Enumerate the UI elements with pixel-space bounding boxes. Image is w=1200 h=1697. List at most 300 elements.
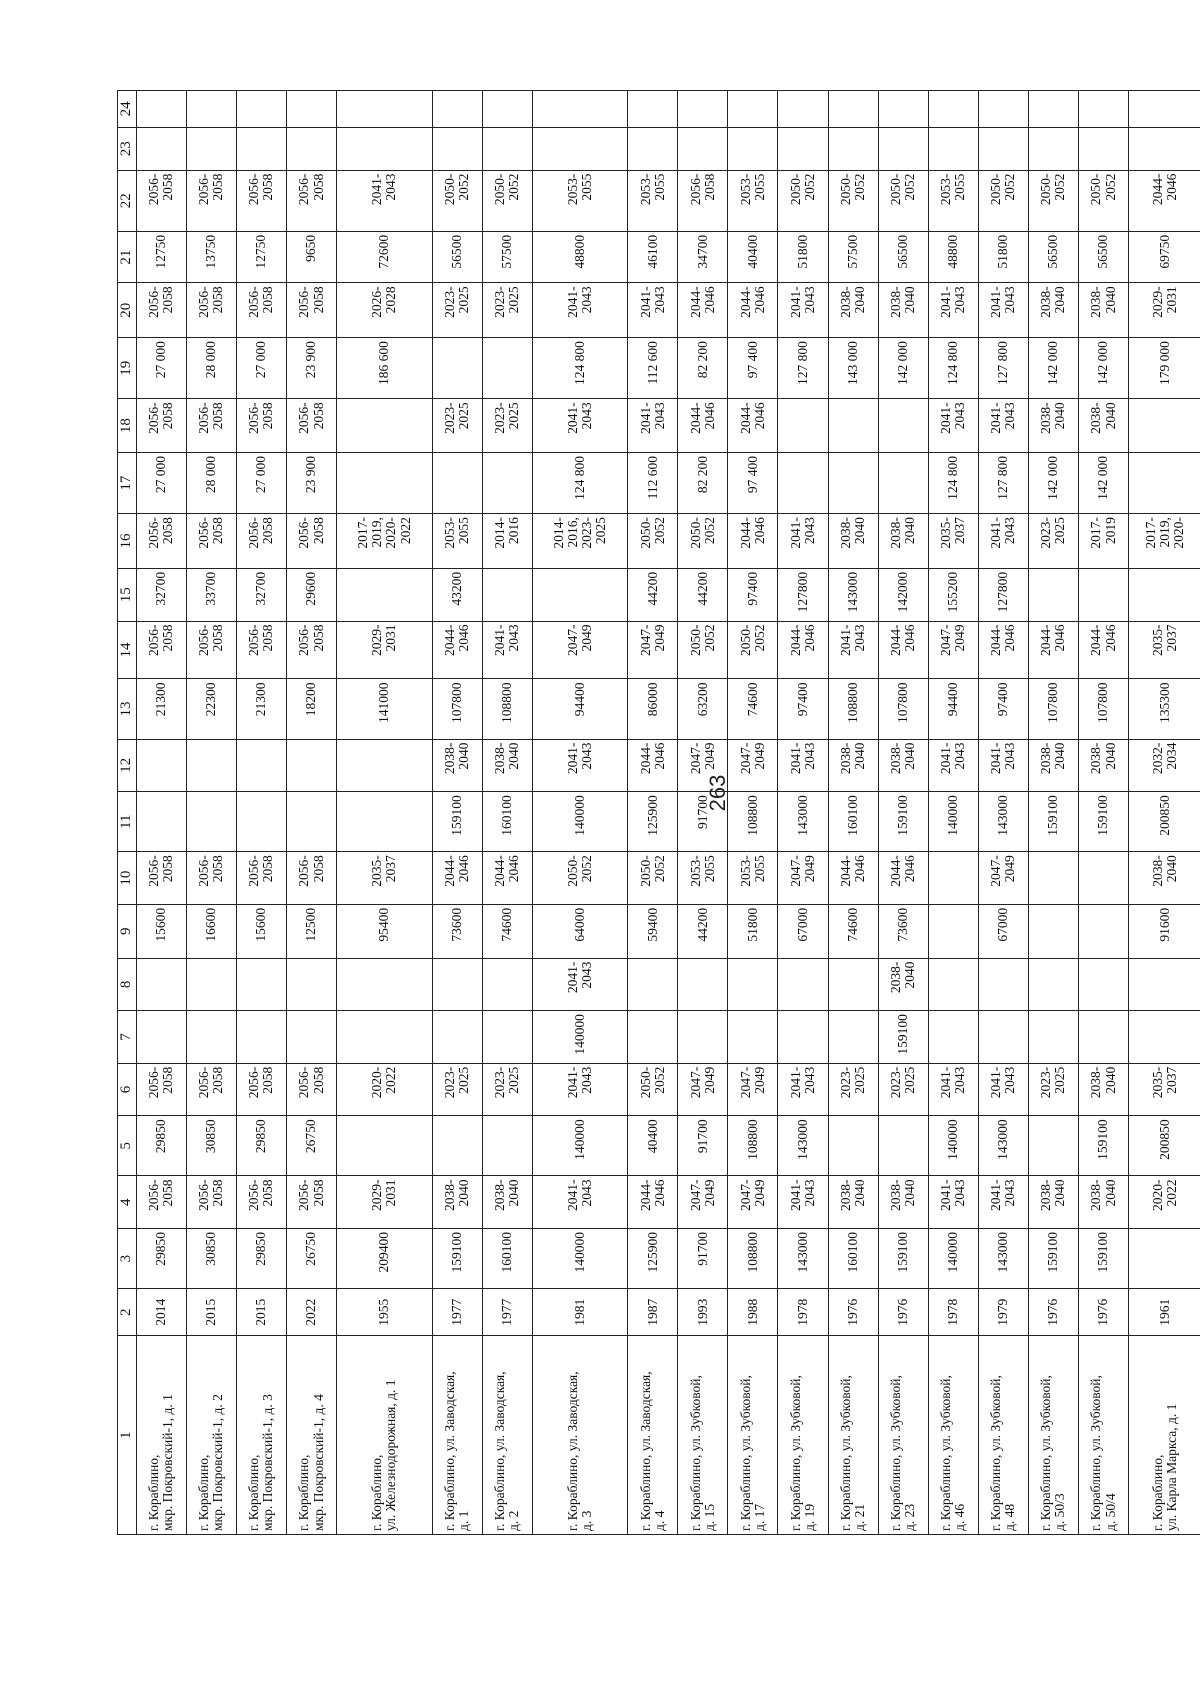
value-cell-col-19: 143 000 [828, 338, 878, 399]
value-cell-col-10: 2053- 2055 [678, 852, 728, 905]
value-cell-col-14: 2044- 2046 [778, 621, 828, 679]
value-cell-col-16: 2041- 2043 [778, 514, 828, 569]
year-built-cell: 1976 [1028, 1289, 1078, 1336]
value-cell-col-8: 2041- 2043 [532, 958, 627, 1011]
value-cell-col-10: 2056- 2058 [186, 852, 236, 905]
value-cell-col-15: 142000 [878, 568, 928, 621]
value-cell-col-21: 40400 [728, 231, 778, 283]
value-cell-col-9: 95400 [337, 904, 432, 958]
value-cell-col-19: 142 000 [1078, 338, 1128, 399]
value-cell-col-15 [1028, 568, 1078, 621]
value-cell-col-14: 2029- 2031 [337, 621, 432, 679]
value-cell-col-17: 27 000 [236, 452, 286, 513]
value-cell-col-6: 2041- 2043 [532, 1063, 627, 1116]
value-cell-col-9: 73600 [432, 904, 482, 958]
value-cell-col-12: 2041- 2043 [978, 739, 1028, 792]
year-built-cell: 2022 [287, 1289, 337, 1336]
column-number-16: 16 [118, 514, 137, 569]
value-cell-col-17: 124 800 [928, 452, 978, 513]
column-number-24: 24 [118, 91, 137, 128]
value-cell-col-10: 2044- 2046 [828, 852, 878, 905]
value-cell-col-18: 2041- 2043 [928, 399, 978, 453]
value-cell-col-13: 63200 [678, 679, 728, 739]
value-cell-col-5: 159100 [1078, 1116, 1128, 1176]
value-cell-col-22: 2050- 2052 [1078, 170, 1128, 231]
value-cell-col-12: 2047- 2049 [728, 739, 778, 792]
column-number-22: 22 [118, 170, 137, 231]
value-cell-col-14: 2050- 2052 [678, 621, 728, 679]
value-cell-col-23 [878, 127, 928, 170]
value-cell-col-17: 82 200 [678, 452, 728, 513]
value-cell-col-5 [1028, 1116, 1078, 1176]
value-cell-col-23 [628, 127, 678, 170]
value-cell-col-23 [1078, 127, 1128, 170]
value-cell-col-4: 2041- 2043 [532, 1176, 627, 1229]
value-cell-col-4: 2020- 2022 [1129, 1176, 1200, 1229]
value-cell-col-13: 86000 [628, 679, 678, 739]
value-cell-col-12: 2041- 2043 [928, 739, 978, 792]
value-cell-col-13: 21300 [136, 679, 186, 739]
value-cell-col-23 [828, 127, 878, 170]
value-cell-col-9 [1028, 904, 1078, 958]
value-cell-col-17: 112 600 [628, 452, 678, 513]
value-cell-col-15: 97400 [728, 568, 778, 621]
value-cell-col-7 [678, 1011, 728, 1064]
value-cell-col-17: 23 900 [287, 452, 337, 513]
value-cell-col-22: 2056- 2058 [186, 170, 236, 231]
value-cell-col-13: 74600 [728, 679, 778, 739]
table-row [1028, 91, 1078, 1535]
value-cell-col-16: 2041- 2043 [978, 514, 1028, 569]
table-row [878, 91, 928, 1535]
value-cell-col-22: 2053- 2055 [532, 170, 627, 231]
value-cell-col-16: 2017- 2019, 2020- [1129, 514, 1200, 569]
value-cell-col-7 [482, 1011, 532, 1064]
value-cell-col-18: 2044- 2046 [728, 399, 778, 453]
value-cell-col-6: 2041- 2043 [928, 1063, 978, 1116]
value-cell-col-12: 2038- 2040 [432, 739, 482, 792]
value-cell-col-20: 2056- 2058 [287, 283, 337, 338]
value-cell-col-11: 108800 [728, 792, 778, 852]
value-cell-col-11: 159100 [878, 792, 928, 852]
table-row [287, 91, 337, 1535]
value-cell-col-5 [878, 1116, 928, 1176]
value-cell-col-15: 29600 [287, 568, 337, 621]
value-cell-col-4: 2038- 2040 [432, 1176, 482, 1229]
value-cell-col-13: 22300 [186, 679, 236, 739]
address-cell: г. Кораблино, мкр. Покровский-1, д. 2 [186, 1336, 236, 1535]
value-cell-col-3: 91700 [678, 1229, 728, 1289]
value-cell-col-12 [236, 739, 286, 792]
column-number-6: 6 [118, 1063, 137, 1116]
value-cell-col-13: 107800 [432, 679, 482, 739]
value-cell-col-9: 67000 [978, 904, 1028, 958]
value-cell-col-4: 2041- 2043 [928, 1176, 978, 1229]
value-cell-col-16: 2014- 2016, 2023- 2025 [532, 514, 627, 569]
address-cell: г. Кораблино, ул. Зубковой, д. 50/3 [1028, 1336, 1078, 1535]
value-cell-col-20: 2041- 2043 [928, 283, 978, 338]
value-cell-col-11: 140000 [928, 792, 978, 852]
value-cell-col-11: 91700 [678, 792, 728, 852]
value-cell-col-24 [678, 91, 728, 128]
value-cell-col-24 [1129, 91, 1200, 128]
value-cell-col-13: 107800 [1078, 679, 1128, 739]
table-row [978, 91, 1028, 1535]
value-cell-col-18 [878, 399, 928, 453]
year-built-cell: 1976 [1078, 1289, 1128, 1336]
value-cell-col-22: 2053- 2055 [628, 170, 678, 231]
value-cell-col-11: 160100 [482, 792, 532, 852]
value-cell-col-16: 2023- 2025 [1028, 514, 1078, 569]
value-cell-col-8 [236, 958, 286, 1011]
value-cell-col-7 [236, 1011, 286, 1064]
value-cell-col-11: 159100 [1028, 792, 1078, 852]
value-cell-col-23 [978, 127, 1028, 170]
value-cell-col-15: 32700 [236, 568, 286, 621]
value-cell-col-24 [236, 91, 286, 128]
value-cell-col-19: 27 000 [236, 338, 286, 399]
value-cell-col-9: 51800 [728, 904, 778, 958]
value-cell-col-10: 2047- 2049 [778, 852, 828, 905]
value-cell-col-3: 125900 [628, 1229, 678, 1289]
value-cell-col-7 [136, 1011, 186, 1064]
value-cell-col-9: 91600 [1129, 904, 1200, 958]
year-built-cell: 1978 [778, 1289, 828, 1336]
value-cell-col-23 [482, 127, 532, 170]
value-cell-col-23 [1129, 127, 1200, 170]
value-cell-col-6: 2023- 2025 [1028, 1063, 1078, 1116]
value-cell-col-5: 26750 [287, 1116, 337, 1176]
column-number-5: 5 [118, 1116, 137, 1176]
value-cell-col-14: 2041- 2043 [482, 621, 532, 679]
value-cell-col-11 [337, 792, 432, 852]
value-cell-col-4: 2056- 2058 [236, 1176, 286, 1229]
year-built-cell: 1981 [532, 1289, 627, 1336]
value-cell-col-3: 30850 [186, 1229, 236, 1289]
year-built-cell: 1993 [678, 1289, 728, 1336]
value-cell-col-4: 2029- 2031 [337, 1176, 432, 1229]
column-number-8: 8 [118, 958, 137, 1011]
value-cell-col-13: 18200 [287, 679, 337, 739]
value-cell-col-23 [532, 127, 627, 170]
year-built-cell: 2015 [236, 1289, 286, 1336]
value-cell-col-22: 2044- 2046 [1129, 170, 1200, 231]
value-cell-col-24 [878, 91, 928, 128]
value-cell-col-22: 2050- 2052 [1028, 170, 1078, 231]
value-cell-col-18: 2038- 2040 [1078, 399, 1128, 453]
address-cell: г. Кораблино, ул. Зубковой, д. 23 [878, 1336, 928, 1535]
value-cell-col-24 [978, 91, 1028, 128]
value-cell-col-13: 94400 [532, 679, 627, 739]
table-row [728, 91, 778, 1535]
value-cell-col-21: 56500 [878, 231, 928, 283]
value-cell-col-18: 2056- 2058 [186, 399, 236, 453]
value-cell-col-20: 2044- 2046 [728, 283, 778, 338]
value-cell-col-24 [136, 91, 186, 128]
value-cell-col-17 [778, 452, 828, 513]
value-cell-col-7 [928, 1011, 978, 1064]
value-cell-col-13: 108800 [482, 679, 532, 739]
column-number-12: 12 [118, 739, 137, 792]
value-cell-col-19: 142 000 [1028, 338, 1078, 399]
column-number-3: 3 [118, 1229, 137, 1289]
value-cell-col-5: 140000 [928, 1116, 978, 1176]
table-row [1078, 91, 1128, 1535]
value-cell-col-10: 2056- 2058 [236, 852, 286, 905]
address-cell: г. Кораблино, ул. Зубковой, д. 15 [678, 1336, 728, 1535]
value-cell-col-17: 97 400 [728, 452, 778, 513]
table-row [136, 91, 186, 1535]
value-cell-col-19: 82 200 [678, 338, 728, 399]
address-cell: г. Кораблино, ул. Зубковой, д. 48 [978, 1336, 1028, 1535]
value-cell-col-23 [186, 127, 236, 170]
value-cell-col-20: 2038- 2040 [828, 283, 878, 338]
value-cell-col-10: 2056- 2058 [287, 852, 337, 905]
value-cell-col-13: 107800 [878, 679, 928, 739]
value-cell-col-6: 2056- 2058 [136, 1063, 186, 1116]
table-row [828, 91, 878, 1535]
value-cell-col-22: 2041- 2043 [337, 170, 432, 231]
value-cell-col-16: 2017- 2019, 2020- 2022 [337, 514, 432, 569]
value-cell-col-15: 33700 [186, 568, 236, 621]
value-cell-col-18: 2044- 2046 [678, 399, 728, 453]
value-cell-col-21: 48800 [532, 231, 627, 283]
value-cell-col-12: 2041- 2043 [778, 739, 828, 792]
column-number-18: 18 [118, 399, 137, 453]
value-cell-col-10: 2038- 2040 [1129, 852, 1200, 905]
year-built-cell: 1977 [432, 1289, 482, 1336]
value-cell-col-14: 2044- 2046 [978, 621, 1028, 679]
value-cell-col-7 [432, 1011, 482, 1064]
value-cell-col-5 [828, 1116, 878, 1176]
column-number-7: 7 [118, 1011, 137, 1064]
value-cell-col-11: 159100 [1078, 792, 1128, 852]
column-number-13: 13 [118, 679, 137, 739]
value-cell-col-19: 124 800 [928, 338, 978, 399]
value-cell-col-9: 74600 [828, 904, 878, 958]
year-built-cell: 1977 [482, 1289, 532, 1336]
table-body [136, 91, 1200, 1535]
value-cell-col-16: 2056- 2058 [236, 514, 286, 569]
value-cell-col-21: 57500 [482, 231, 532, 283]
value-cell-col-23 [928, 127, 978, 170]
value-cell-col-6: 2056- 2058 [287, 1063, 337, 1116]
value-cell-col-14: 2044- 2046 [1028, 621, 1078, 679]
value-cell-col-3: 159100 [1028, 1229, 1078, 1289]
value-cell-col-8 [1078, 958, 1128, 1011]
value-cell-col-24 [928, 91, 978, 128]
value-cell-col-4: 2041- 2043 [778, 1176, 828, 1229]
value-cell-col-17: 142 000 [1078, 452, 1128, 513]
value-cell-col-3: 159100 [432, 1229, 482, 1289]
value-cell-col-5: 40400 [628, 1116, 678, 1176]
address-cell: г. Кораблино, ул. Заводская, д. 4 [628, 1336, 678, 1535]
value-cell-col-4: 2038- 2040 [878, 1176, 928, 1229]
value-cell-col-10: 2044- 2046 [878, 852, 928, 905]
value-cell-col-20: 2038- 2040 [1028, 283, 1078, 338]
value-cell-col-12 [186, 739, 236, 792]
value-cell-col-14: 2047- 2049 [532, 621, 627, 679]
value-cell-col-15: 32700 [136, 568, 186, 621]
year-built-cell: 1961 [1129, 1289, 1200, 1336]
value-cell-col-23 [136, 127, 186, 170]
value-cell-col-15 [532, 568, 627, 621]
value-cell-col-20: 2041- 2043 [628, 283, 678, 338]
value-cell-col-24 [828, 91, 878, 128]
value-cell-col-4: 2044- 2046 [628, 1176, 678, 1229]
value-cell-col-21: 13750 [186, 231, 236, 283]
value-cell-col-20: 2023- 2025 [432, 283, 482, 338]
value-cell-col-17: 127 800 [978, 452, 1028, 513]
value-cell-col-17 [878, 452, 928, 513]
value-cell-col-15: 143000 [828, 568, 878, 621]
value-cell-col-19: 127 800 [978, 338, 1028, 399]
value-cell-col-5 [482, 1116, 532, 1176]
value-cell-col-19: 23 900 [287, 338, 337, 399]
value-cell-col-8 [1129, 958, 1200, 1011]
value-cell-col-12: 2041- 2043 [532, 739, 627, 792]
value-cell-col-22: 2050- 2052 [778, 170, 828, 231]
value-cell-col-7 [287, 1011, 337, 1064]
value-cell-col-6: 2056- 2058 [236, 1063, 286, 1116]
value-cell-col-11: 160100 [828, 792, 878, 852]
value-cell-col-14: 2047- 2049 [928, 621, 978, 679]
value-cell-col-7 [778, 1011, 828, 1064]
value-cell-col-16: 2056- 2058 [136, 514, 186, 569]
value-cell-col-11 [236, 792, 286, 852]
value-cell-col-4: 2047- 2049 [728, 1176, 778, 1229]
value-cell-col-19: 112 600 [628, 338, 678, 399]
value-cell-col-18: 2023- 2025 [432, 399, 482, 453]
rotated-table-wrapper [117, 90, 1200, 1535]
year-built-cell: 2014 [136, 1289, 186, 1336]
address-cell: г. Кораблино, ул. Зубковой, д. 19 [778, 1336, 828, 1535]
value-cell-col-22: 2050- 2052 [432, 170, 482, 231]
value-cell-col-17 [828, 452, 878, 513]
value-cell-col-7 [1129, 1011, 1200, 1064]
value-cell-col-10: 2044- 2046 [482, 852, 532, 905]
value-cell-col-7 [1078, 1011, 1128, 1064]
value-cell-col-3: 160100 [828, 1229, 878, 1289]
value-cell-col-24 [778, 91, 828, 128]
value-cell-col-14: 2056- 2058 [136, 621, 186, 679]
value-cell-col-13: 97400 [778, 679, 828, 739]
value-cell-col-23 [1028, 127, 1078, 170]
value-cell-col-23 [287, 127, 337, 170]
value-cell-col-8 [337, 958, 432, 1011]
table-row [236, 91, 286, 1535]
value-cell-col-8 [1028, 958, 1078, 1011]
value-cell-col-20: 2029- 2031 [1129, 283, 1200, 338]
value-cell-col-10 [928, 852, 978, 905]
value-cell-col-10 [1078, 852, 1128, 905]
value-cell-col-8 [828, 958, 878, 1011]
value-cell-col-16: 2056- 2058 [287, 514, 337, 569]
value-cell-col-6: 2023- 2025 [432, 1063, 482, 1116]
value-cell-col-7: 140000 [532, 1011, 627, 1064]
value-cell-col-13: 21300 [236, 679, 286, 739]
value-cell-col-11: 125900 [628, 792, 678, 852]
value-cell-col-11: 143000 [778, 792, 828, 852]
year-built-cell: 1976 [878, 1289, 928, 1336]
column-number-14: 14 [118, 621, 137, 679]
value-cell-col-16: 2017- 2019 [1078, 514, 1128, 569]
value-cell-col-9: 64000 [532, 904, 627, 958]
value-cell-col-23 [236, 127, 286, 170]
value-cell-col-21: 56500 [1078, 231, 1128, 283]
address-cell: г. Кораблино, ул. Заводская, д. 1 [432, 1336, 482, 1535]
year-built-cell: 1978 [928, 1289, 978, 1336]
value-cell-col-4: 2041- 2043 [978, 1176, 1028, 1229]
value-cell-col-17 [337, 452, 432, 513]
value-cell-col-21: 57500 [828, 231, 878, 283]
value-cell-col-18: 2041- 2043 [978, 399, 1028, 453]
value-cell-col-12: 2047- 2049 [678, 739, 728, 792]
value-cell-col-12 [136, 739, 186, 792]
table-row [482, 91, 532, 1535]
year-built-cell: 1955 [337, 1289, 432, 1336]
value-cell-col-14: 2050- 2052 [728, 621, 778, 679]
value-cell-col-14: 2044- 2046 [1078, 621, 1128, 679]
year-built-cell: 2015 [186, 1289, 236, 1336]
value-cell-col-10: 2044- 2046 [432, 852, 482, 905]
value-cell-col-5: 140000 [532, 1116, 627, 1176]
value-cell-col-21: 56500 [432, 231, 482, 283]
value-cell-col-8 [678, 958, 728, 1011]
column-number-9: 9 [118, 904, 137, 958]
value-cell-col-17 [432, 452, 482, 513]
value-cell-col-14: 2044- 2046 [878, 621, 928, 679]
value-cell-col-20: 2056- 2058 [186, 283, 236, 338]
value-cell-col-20: 2041- 2043 [978, 283, 1028, 338]
value-cell-col-10: 2056- 2058 [136, 852, 186, 905]
value-cell-col-13: 141000 [337, 679, 432, 739]
value-cell-col-14: 2056- 2058 [186, 621, 236, 679]
value-cell-col-18: 2056- 2058 [236, 399, 286, 453]
address-cell: г. Кораблино, ул. Зубковой, д. 46 [928, 1336, 978, 1535]
value-cell-col-12 [337, 739, 432, 792]
column-number-1: 1 [118, 1336, 137, 1535]
table-row [928, 91, 978, 1535]
value-cell-col-4: 2056- 2058 [136, 1176, 186, 1229]
value-cell-col-8 [432, 958, 482, 1011]
value-cell-col-8 [136, 958, 186, 1011]
address-cell: г. Кораблино, ул. Заводская, д. 2 [482, 1336, 532, 1535]
value-cell-col-17: 28 000 [186, 452, 236, 513]
value-cell-col-18: 2056- 2058 [136, 399, 186, 453]
value-cell-col-21: 12750 [236, 231, 286, 283]
value-cell-col-7 [978, 1011, 1028, 1064]
value-cell-col-22: 2056- 2058 [287, 170, 337, 231]
value-cell-col-3: 29850 [136, 1229, 186, 1289]
page-number: 263 [705, 774, 730, 812]
value-cell-col-3: 26750 [287, 1229, 337, 1289]
value-cell-col-20: 2041- 2043 [532, 283, 627, 338]
column-number-4: 4 [118, 1176, 137, 1229]
value-cell-col-6: 2023- 2025 [878, 1063, 928, 1116]
value-cell-col-14: 2047- 2049 [628, 621, 678, 679]
value-cell-col-16: 2038- 2040 [878, 514, 928, 569]
value-cell-col-20: 2023- 2025 [482, 283, 532, 338]
value-cell-col-10: 2053- 2055 [728, 852, 778, 905]
value-cell-col-19: 179 000 [1129, 338, 1200, 399]
address-cell: г. Кораблино, ул. Зубковой, д. 50/4 [1078, 1336, 1128, 1535]
value-cell-col-23 [432, 127, 482, 170]
value-cell-col-13: 97400 [978, 679, 1028, 739]
value-cell-col-19: 97 400 [728, 338, 778, 399]
value-cell-col-20: 2038- 2040 [1078, 283, 1128, 338]
value-cell-col-6: 2041- 2043 [978, 1063, 1028, 1116]
